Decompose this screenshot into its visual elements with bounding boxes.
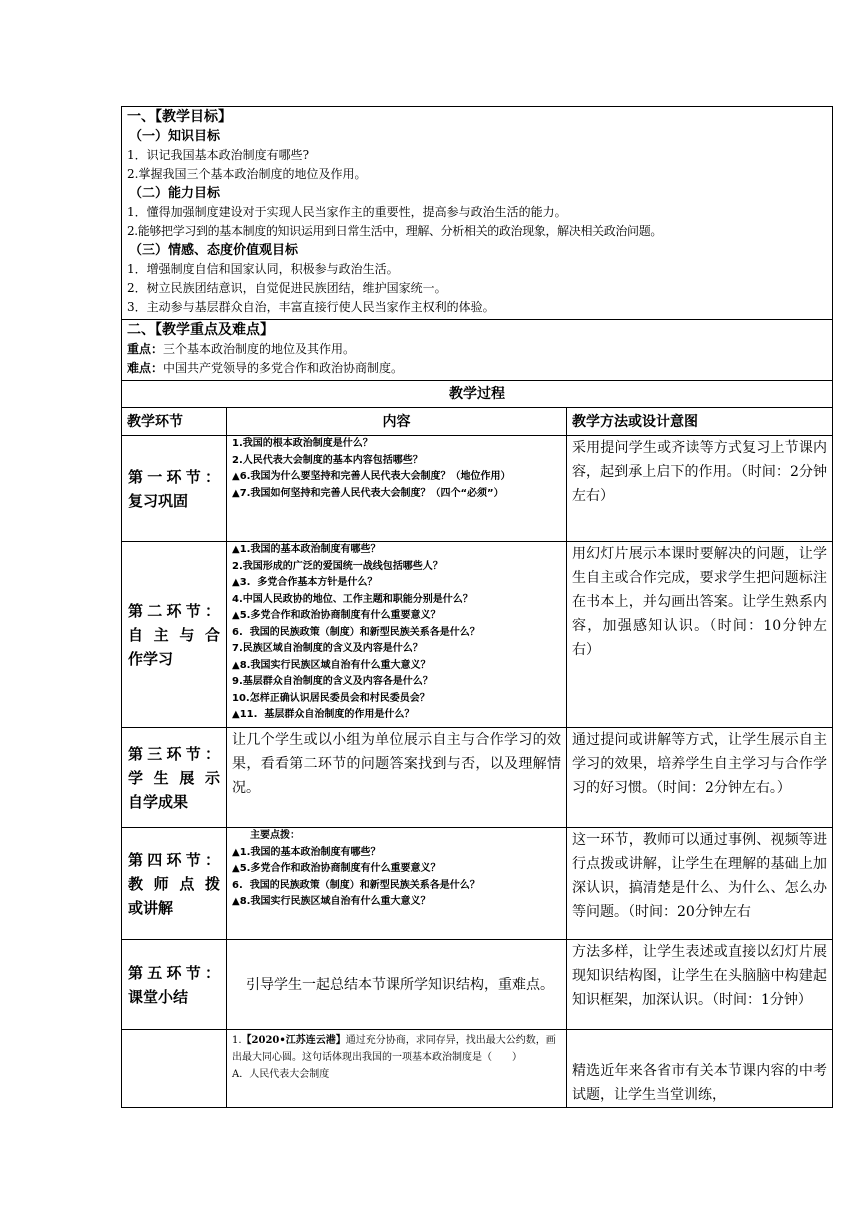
stage-label: 第二环节： 自主与合 作学习 xyxy=(122,542,227,728)
keypoints-title: 二、【教学重点及难点】 xyxy=(127,322,274,338)
focus-line xyxy=(127,340,827,359)
process-header-row xyxy=(122,408,833,436)
exam-stem: 通过充分协商，求同存异，找出最大公约数，画出最大同心圆。这句话体现出我国的一项基本政治制度是（ ） xyxy=(232,1035,556,1063)
stage-content xyxy=(227,436,567,542)
stage-content: 引导学生一起总结本节课所学知识结构，重难点。 xyxy=(227,940,567,1030)
question-item: ▲8.我国实行民族区域自治有什么重大意义？ xyxy=(232,896,431,907)
question-item: ▲1.我国的基本政治制度有哪些？ xyxy=(232,544,381,555)
goals-row xyxy=(122,107,833,320)
question-item: ▲1.我国的基本政治制度有哪些？ xyxy=(232,846,381,858)
stage-row xyxy=(122,828,833,940)
stage-label-empty xyxy=(122,1030,227,1108)
stage-label: 第四环节： 教师点拨 或讲解 xyxy=(122,828,227,940)
stage-label: 第三环节： 学生展示 自学成果 xyxy=(122,728,227,828)
question-item: ▲6.我国为什么要坚持和完善人民代表大会制度？（地位作用） xyxy=(232,471,511,482)
stage-label: 第五环节： 课堂小结 xyxy=(122,940,227,1030)
question-item: 7.民族区域自治制度的含义及内容是什么？ xyxy=(232,643,423,654)
emotion-goal-item: 3．主动参与基层群众自治，丰富直接行使人民当家作主权利的体验。 xyxy=(127,300,495,314)
stage-row xyxy=(122,542,833,728)
stage-method: 通过提问或讲解等方式，让学生展示自主学习的效果，培养学生自主学习与合作学习的好习惯。（时间：2分钟左右。） xyxy=(567,728,833,828)
difficulty-label: 难点： xyxy=(127,361,164,375)
exam-number: 1. xyxy=(232,1035,242,1046)
difficulty-text: 中国共产党领导的多党合作和政治协商制度。 xyxy=(163,361,404,375)
emotion-goal-title: （三）情感、态度价值观目标 xyxy=(129,243,299,258)
goals-title: 一、【教学目标】 xyxy=(127,109,232,125)
question-item: 6. 我国的民族政策（制度）和新型民族关系各是什么？ xyxy=(232,879,480,891)
exam-row xyxy=(122,1030,833,1108)
stage-content xyxy=(227,828,567,940)
stage-content: 让几个学生或以小组为单位展示自主与合作学习的效果，看看第二环节的问题答案找到与否，以及理解情况。 xyxy=(227,728,567,828)
question-item: ▲5.多党合作和政治协商制度有什么重要意义？ xyxy=(232,610,441,621)
ability-goal-title: （二）能力目标 xyxy=(129,186,221,201)
ability-goal-item: 1．懂得加强制度建设对于实现人民当家作主的重要性，提高参与政治生活的能力。 xyxy=(127,205,567,219)
lesson-plan-table xyxy=(121,106,833,1108)
focus-label: 重点： xyxy=(127,342,164,356)
question-item: 10.怎样正确认识居民委员会和村民委员会？ xyxy=(232,692,430,704)
header-method: 教学方法或设计意图 xyxy=(567,408,833,436)
stage-method: 方法多样，让学生表述或直接以幻灯片展现知识结构图，让学生在头脑脑中构建起知识框架，加深认识。（时间：1分钟） xyxy=(567,940,833,1030)
knowledge-goal-item: 2.掌握我国三个基本政治制度的地位及作用。 xyxy=(127,167,367,181)
question-item: ▲5.多党合作和政治协商制度有什么重要意义？ xyxy=(232,863,441,874)
process-title-row xyxy=(122,381,833,408)
question-item: 2.人民代表大会制度的基本内容包括哪些？ xyxy=(232,454,423,466)
stage-row xyxy=(122,728,833,828)
question-item: ▲8.我国实行民族区域自治有什么重大意义？ xyxy=(232,659,431,671)
process-title: 教学过程 xyxy=(122,381,833,408)
exam-source: 【2020•江苏连云港】 xyxy=(241,1035,346,1046)
stage-method: 采用提问学生或齐读等方式复习上节课内容，起到承上启下的作用。（时间：2分钟左右） xyxy=(567,436,833,542)
stage-label: 第一环节： 复习巩固 xyxy=(122,436,227,542)
question-item: 4.中国人民政协的地位、工作主题和职能分别是什么？ xyxy=(232,593,473,605)
question-item: 1.我国的根本政治制度是什么？ xyxy=(232,438,373,449)
question-item: 6. 我国的民族政策（制度）和新型民族关系各是什么？ xyxy=(232,626,480,638)
question-item: ▲7.我国如何坚持和完善人民代表大会制度？（四个“必须”） xyxy=(232,487,504,499)
stage-method: 用幻灯片展示本课时要解决的问题，让学生自主或合作完成，要求学生把问题标注在书本上，并勾画出答案。让学生熟系内容，加强感知认识。（时间：10分钟左右） xyxy=(567,542,833,728)
knowledge-goal-title: （一）知识目标 xyxy=(129,129,221,144)
stage-method: 这一环节，教师可以通过事例、视频等进行点拨或讲解，让学生在理解的基础上加深认识，搞清楚是什么、为什么、怎么办等问题。（时间：20分钟左右 xyxy=(567,828,833,940)
question-item: 9.基层群众自治制度的含义及内容各是什么？ xyxy=(232,676,433,687)
stage-row xyxy=(122,436,833,542)
stage-content xyxy=(227,542,567,728)
stage-method: 精选近年来各省市有关本节课内容的中考试题，让学生当堂训练， xyxy=(567,1030,833,1108)
exam-option: A．人民代表大会制度 xyxy=(232,1069,330,1080)
ability-goal-item: 2.能够把学习到的基本制度的知识运用到日常生活中，理解、分析相关的政治现象，解决相关政治问题。 xyxy=(127,224,663,238)
question-item: 2.我国形成的广泛的爱国统一战线包括哪些人？ xyxy=(232,560,443,572)
header-stage: 教学环节 xyxy=(122,408,227,436)
exam-question xyxy=(227,1030,567,1108)
hint-label: 主要点拨： xyxy=(250,830,300,841)
header-content: 内容 xyxy=(227,408,567,436)
knowledge-goal-item: 1．识记我国基本政治制度有哪些? xyxy=(127,148,310,162)
emotion-goal-item: 1．增强制度自信和国家认同，积极参与政治生活。 xyxy=(127,262,399,276)
keypoints-row xyxy=(122,320,833,381)
stage-row xyxy=(122,940,833,1030)
difficulty-line xyxy=(127,359,827,378)
emotion-goal-item: 2．树立民族团结意识，自觉促进民族团结，维护国家统一。 xyxy=(127,281,447,295)
focus-text: 三个基本政治制度的地位及其作用。 xyxy=(163,342,356,356)
question-item: ▲11. 基层群众自治制度的作用是什么？ xyxy=(232,709,415,720)
question-item: ▲3. 多党合作基本方针是什么？ xyxy=(232,577,378,588)
